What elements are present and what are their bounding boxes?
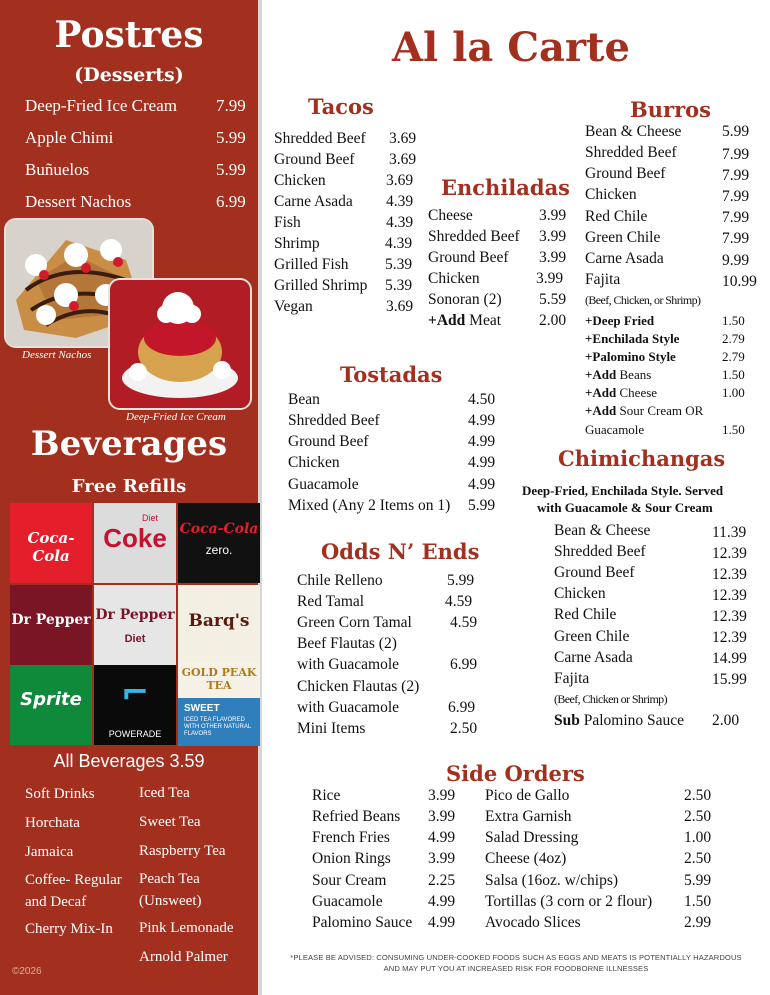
addon-label: +Add [585,385,617,400]
menu-item-name: Tortillas (3 corn or 2 flour) [485,893,653,910]
side-orders-title: Side Orders [446,761,585,786]
menu-item-name: with Guacamole [297,699,400,716]
menu-item-name: Carne Asada [274,193,353,210]
menu-item-price: 12.39 [712,608,747,625]
menu-item-name: Avocado Slices [485,914,581,931]
menu-item-price: 12.39 [712,629,747,646]
addon-label: +Add [585,403,617,418]
menu-item-price: 5.99 [684,872,712,889]
dessert-name: Buñuelos [25,160,90,179]
menu-item-price: 7.99 [722,209,750,226]
addon-item: Sour Cream OR [616,403,704,418]
menu-item-name: Salsa (16oz. w/chips) [485,872,619,889]
menu-item-price: 10.99 [722,273,757,290]
menu-item-price: 3.99 [539,207,567,224]
chimichangas-title: Chimichangas [558,446,726,471]
menu-item-name: Shredded Beef [274,130,366,147]
add-item: Meat [465,312,502,329]
addon-price: 1.50 [722,313,745,328]
menu-item-price: 4.99 [428,893,456,910]
menu-item-price: 12.39 [712,545,747,562]
menu-item-price: 4.50 [468,391,496,408]
menu-item-name: Red Chile [554,606,617,623]
drink-item: Coffee- Regular [25,872,122,888]
menu-item-name: with Guacamole [297,656,400,673]
drink-item: Raspberry Tea [139,843,226,859]
menu-item-price: 7.99 [722,230,750,247]
menu-item-price: 3.69 [389,130,417,147]
menu-item-name: Green Chile [554,628,630,645]
menu-item-name: Chicken [288,454,340,471]
menu-item-price: 2.50 [684,808,712,825]
menu-item-name: Shredded Beef [554,543,646,560]
desserts-subtitle: (Desserts) [74,64,184,86]
menu-item-price: 3.99 [539,249,567,266]
gold-peak-logo: GOLD PEAK TEA SWEET ICED TEA FLAVORED WITH OTHER NATURAL FLAVORS [178,662,260,746]
caption-ice-cream: Deep-Fried Ice Cream [126,411,226,423]
menu-item-price: 2.50 [684,787,712,804]
menu-item-name: Rice [312,787,341,804]
menu-item-name: Chicken [554,585,606,602]
menu-item-price: 15.99 [712,671,747,688]
menu-item-price: 12.39 [712,566,747,583]
menu-item-name: Sonoran (2) [428,291,502,308]
menu-item-price: 1.00 [684,829,712,846]
menu-item-price: 4.59 [445,593,473,610]
addon-row [585,313,654,329]
menu-item-price: 4.99 [428,829,456,846]
menu-item-name: Red Tamal [297,593,365,610]
addon-label: +Palomino Style [585,349,676,364]
menu-item-price: 2.99 [684,914,712,931]
menu-item-name: Guacamole [312,893,383,910]
menu-item-price: 4.39 [386,214,414,231]
drink-item: Iced Tea [139,785,190,801]
drink-item: Peach Tea [139,871,200,887]
fajita-note: (Beef, Chicken, or Shrimp) [585,293,701,307]
tacos-title: Tacos [308,94,374,119]
addon-price: 2.79 [722,349,745,364]
menu-item-price: 4.39 [385,235,413,252]
menu-item-name: Ground Beef [288,433,369,450]
menu-item-name: Grilled Shrimp [274,277,368,294]
sidebar [0,0,258,995]
menu-item-name: Guacamole [288,476,359,493]
sprite-logo: Sprite [10,665,92,745]
menu-item-price: 5.99 [447,572,475,589]
menu-item-name: Bean & Cheese [554,522,651,539]
addon-row [585,367,651,383]
menu-item-name: Chicken [274,172,326,189]
drink-item: Pink Lemonade [139,920,234,936]
menu-item-name: Cheese [428,207,473,224]
page-title: Al la Carte [392,24,630,71]
dessert-price: 5.99 [216,160,246,179]
menu-item-name: Chicken Flautas (2) [297,678,420,695]
dessert-price: 7.99 [216,96,246,115]
addon-label: +Enchilada Style [585,331,680,346]
menu-item-price: 7.99 [722,167,750,184]
menu-item-name: Mixed (Any 2 Items on 1) [288,497,451,514]
enchiladas-title: Enchiladas [441,175,571,200]
disclaimer: *PLEASE BE ADVISED: CONSUMING UNDER-COOKED FOODS SUCH AS EGGS AND MEATS IS POTENTIALLY HAZARDOUS [290,953,742,962]
addon-item: Beans [616,367,652,382]
addon-price: 1.00 [722,385,745,400]
menu-item-name: Ground Beef [554,564,635,581]
odds-ends-title: Odds N’ Ends [321,539,480,564]
dessert-price: 5.99 [216,128,246,147]
menu-item-price: 5.59 [539,291,567,308]
menu-item-price: 14.99 [712,650,747,667]
barqs-logo: Barq's [178,585,260,665]
all-beverages-price: All Beverages 3.59 [53,751,205,771]
menu-item-name: Extra Garnish [485,808,572,825]
menu-item-price: 2.00 [712,712,740,729]
menu-item-name: Refried Beans [312,808,401,825]
dessert-price: 6.99 [216,192,246,211]
drink-item: and Decaf [25,894,87,910]
addon-row [585,349,676,365]
addon-item: Cheese [616,385,658,400]
drink-item: Sweet Tea [139,814,201,830]
beverages-title: Beverages [30,424,228,464]
menu-item-price: 2.00 [539,312,567,329]
addon-label: +Deep Fried [585,313,655,328]
menu-item-name: Bean & Cheese [585,123,682,140]
chimichangas-subtitle: with Guacamole & Sour Cream [537,500,713,515]
sub-sauce-row [554,712,684,730]
menu-item-price: 7.99 [722,146,750,163]
sidebar-edge [258,0,262,995]
menu-item-price: 3.99 [428,808,456,825]
menu-item-name: Beef Flautas (2) [297,635,397,652]
menu-item-price: 3.69 [386,172,414,189]
caption-dessert-nachos: Dessert Nachos [22,349,92,361]
powerade-logo: ⌐ POWERADE [94,665,176,745]
menu-item-name: Carne Asada [554,649,633,666]
menu-item-price: 4.99 [468,454,496,471]
menu-item-name: Grilled Fish [274,256,349,273]
menu-item-name: Chile Relleno [297,572,383,589]
menu-item-price: 3.69 [389,151,417,168]
menu-item-name: Onion Rings [312,850,391,867]
addon-row [585,403,703,419]
addon-row [585,385,657,401]
beverages-subtitle: Free Refills [71,476,187,497]
menu-item-price: 2.50 [684,850,712,867]
addon-label: +Add [585,367,617,382]
coke-zero-logo: Coca-Cola zero. [178,503,260,583]
menu-item-name: Pico de Gallo [485,787,570,804]
menu-item-name: Bean [288,391,320,408]
menu-item-price: 11.39 [712,524,747,541]
menu-item-price: 3.99 [428,787,456,804]
menu-item-price: 5.39 [385,256,413,273]
drink-item: Soft Drinks [25,786,95,802]
menu-item-price: 4.99 [468,433,496,450]
drink-item: Horchata [25,815,80,831]
menu-item-name: Red Chile [585,208,648,225]
drink-item: (Unsweet) [139,893,202,909]
menu-item-price: 3.99 [428,850,456,867]
ice-cream-photo [108,278,252,410]
menu-item-name: Fajita [554,670,590,687]
menu-item-price: 6.99 [450,656,478,673]
menu-item-price: 1.50 [684,893,712,910]
menu-item-name: Green Chile [585,229,661,246]
dessert-name: Deep-Fried Ice Cream [25,96,177,115]
menu-item-name: Sour Cream [312,872,387,889]
drink-item: Jamaica [25,844,74,860]
disclaimer: AND MAY PUT YOU AT INCREASED RISK FOR FOODBORNE ILLNESSES [383,964,649,973]
menu-item-name: Fajita [585,271,621,288]
menu-item-name: Chicken [585,186,637,203]
menu-item-price: 2.50 [450,720,478,737]
dessert-name: Apple Chimi [25,128,114,147]
menu-item-price: 9.99 [722,252,750,269]
menu-item-name: Mini Items [297,720,366,737]
menu-item-name: Ground Beef [428,249,509,266]
menu-item-name: Shredded Beef [585,144,677,161]
addon-price: 1.50 [722,367,745,382]
menu-item-name: Salad Dressing [485,829,579,846]
tostadas-title: Tostadas [340,362,443,387]
addon-item: Guacamole [585,422,645,437]
menu-item-name: French Fries [312,829,390,846]
addon-price: 1.50 [722,422,745,437]
fajita-note: (Beef, Chicken or Shrimp) [554,692,667,706]
menu-item-price: 5.39 [385,277,413,294]
chimichangas-subtitle: Deep-Fried, Enchilada Style. Served [522,483,724,498]
sub-label: Sub [554,712,580,729]
menu-item-name: Shredded Beef [288,412,380,429]
menu-item-name: Green Corn Tamal [297,614,412,631]
menu-item-price: 7.99 [722,188,750,205]
menu-item-name: Shrimp [274,235,320,252]
desserts-title: Postres [54,14,204,56]
coca-cola-logo: Coca-Cola [10,503,92,583]
menu-item-price: 3.99 [539,228,567,245]
menu-item-name: Cheese (4oz) [485,850,567,867]
addon-row [585,331,679,347]
menu-item-price: 4.59 [450,614,478,631]
menu-item-price: 3.69 [386,298,414,315]
copyright: ©2026 [12,966,42,977]
menu-item-name: Palomino Sauce [312,914,413,931]
add-label: +Add [428,312,466,329]
sub-item: Palomino Sauce [579,712,685,729]
menu-item-name: Shredded Beef [428,228,520,245]
dr-pepper-logo: Dr Pepper [10,585,92,665]
menu-item-name: Fish [274,214,301,231]
burros-title: Burros [630,97,711,122]
menu-item-price: 5.99 [468,497,496,514]
menu-item-price: 4.99 [468,476,496,493]
diet-dr-pepper-logo: Dr Pepper Diet [94,585,176,665]
menu-item-name: Ground Beef [274,151,355,168]
menu-item-price: 3.99 [536,270,564,287]
add-meat-row [428,312,501,330]
menu-item-price: 2.25 [428,872,456,889]
dessert-name: Dessert Nachos [25,192,132,211]
addon-price: 2.79 [722,331,745,346]
menu-item-price: 4.99 [428,914,456,931]
menu-item-name: Carne Asada [585,250,664,267]
drink-item: Arnold Palmer [139,949,228,965]
menu-item-name: Ground Beef [585,165,666,182]
menu-item-price: 5.99 [722,123,750,140]
menu-item-price: 6.99 [448,699,476,716]
menu-item-price: 12.39 [712,587,747,604]
diet-coke-logo: Diet Coke [94,503,176,583]
menu-item-name: Vegan [274,298,313,315]
menu-item-price: 4.99 [468,412,496,429]
menu-item-price: 4.39 [386,193,414,210]
drink-item: Cherry Mix-In [25,921,113,937]
menu-item-name: Chicken [428,270,480,287]
